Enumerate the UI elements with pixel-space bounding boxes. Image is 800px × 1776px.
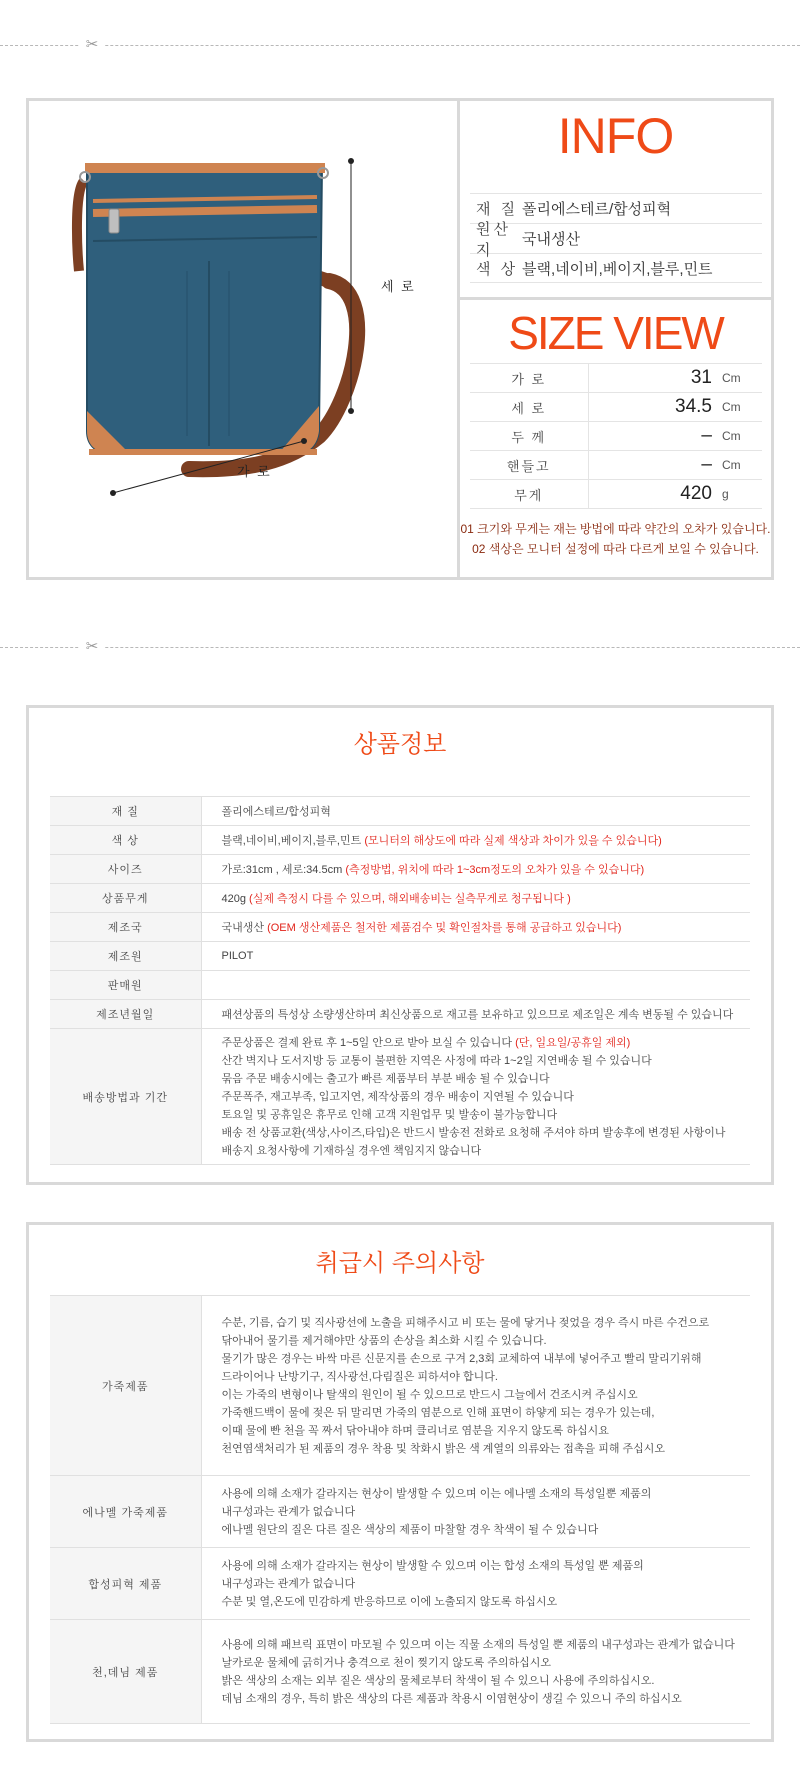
table-row-shipping [50, 1029, 750, 1165]
table-row [50, 1000, 750, 1029]
size-unit: g [716, 480, 762, 509]
info-size-panel [26, 98, 774, 580]
size-row [470, 422, 762, 451]
product-info-title: 상품정보 [353, 731, 447, 758]
size-unit: Cm [716, 393, 762, 422]
table-row [50, 1548, 750, 1620]
table-row [50, 1476, 750, 1548]
size-label: 핸들고 [470, 451, 588, 480]
info-label: 색 상 [476, 260, 519, 278]
row-value: 420g [221, 893, 246, 905]
info-label: 원산지 [476, 220, 511, 259]
separator-middle [0, 637, 800, 657]
row-label: 합성피혁 제품 [50, 1548, 201, 1620]
row-note: (모니터의 해상도에 따라 실제 색상과 차이가 있을 수 있습니다) [364, 835, 662, 847]
table-row [50, 942, 750, 971]
scissors-icon: ✂ [80, 637, 104, 657]
care-line: 가죽핸드백이 물에 젖은 뒤 말리면 가죽의 염분으로 인해 표면이 하얗게 되는 경우가 있는데, [221, 1406, 655, 1419]
size-note: 01 크기와 무게는 재는 방법에 따라 약간의 오차가 있습니다. [460, 522, 771, 536]
product-info-table [50, 796, 750, 1165]
info-value: 폴리에스테르/합성피혁 [522, 201, 672, 218]
info-value: 국내생산 [522, 231, 580, 248]
care-title: 취급시 주의사항 [315, 1250, 485, 1277]
table-row [50, 913, 750, 942]
care-line: 수분, 기름, 습기 및 직사광선에 노출을 피해주시고 비 또는 물에 닿거나 젖었을 경우 즉시 마른 수건으로 [221, 1316, 710, 1329]
table-row [50, 855, 750, 884]
table-row [50, 797, 750, 826]
size-table [470, 363, 762, 509]
row-label: 천,데님 제품 [50, 1620, 201, 1724]
table-row [50, 826, 750, 855]
size-label: 두 께 [470, 422, 588, 451]
size-note: 02 색상은 모니터 설정에 따라 다르게 보일 수 있습니다. [472, 542, 759, 556]
size-label: 가 로 [470, 364, 588, 393]
size-view-title: SIZE VIEW [508, 307, 723, 359]
product-info-section [26, 705, 774, 1185]
care-line: 에나멜 원단의 질은 다른 질은 색상의 제품이 마찰할 경우 착색이 될 수 있습니다 [221, 1523, 599, 1536]
row-label: 에나멜 가죽제품 [50, 1476, 201, 1548]
shipping-line: 주문상품은 결제 완료 후 1~5일 안으로 받아 보실 수 있습니다 [221, 1036, 513, 1049]
table-row [50, 971, 750, 1000]
size-notes [460, 519, 771, 559]
care-line: 천연염색처리가 된 제품의 경우 착용 및 착화시 밝은 색 계열의 의류와는 접촉을 피해 주십시오 [221, 1442, 666, 1455]
care-line: 내구성과는 관계가 없습니다 [221, 1577, 356, 1590]
shipping-line: 배송지 요청사항에 기재하실 경우엔 책임지지 않습니다 [221, 1144, 482, 1157]
row-note: (측정방법, 위치에 따라 1~3cm정도의 오차가 있을 수 있습니다) [345, 864, 645, 876]
info-label: 재 질 [476, 201, 519, 218]
row-label: 상품무게 [50, 884, 201, 913]
shipping-line: 토요일 및 공휴일은 휴무로 인해 고객 지원업무 및 발송이 불가능합니다 [221, 1108, 558, 1121]
row-value: PILOT [221, 950, 254, 962]
row-value: 폴리에스테르/합성피혁 [221, 806, 331, 818]
size-row [470, 480, 762, 509]
info-value: 블랙,네이비,베이지,블루,민트 [522, 260, 713, 278]
table-row [50, 884, 750, 913]
size-unit: Cm [716, 422, 762, 451]
care-table [50, 1295, 750, 1724]
care-line: 날카로운 물체에 긁히거나 충격으로 천이 찢기지 않도록 주의하십시오 [221, 1656, 552, 1669]
size-unit: Cm [716, 364, 762, 393]
divider-horizontal [460, 297, 771, 300]
row-value: 블랙,네이비,베이지,블루,민트 [221, 835, 362, 847]
row-value: 가로:31cm , 세로:34.5cm [221, 864, 343, 876]
info-list [470, 193, 762, 283]
care-line: 물기가 많은 경우는 바싹 마른 신문지를 손으로 구겨 2,3회 교체하여 내부에 넣어주고 빨리 말리기위해 [221, 1352, 702, 1365]
care-line: 이는 가죽의 변형이나 탈색의 원인이 될 수 있으므로 반드시 그늘에서 건조시켜 주십시오 [221, 1388, 638, 1401]
care-line: 사용에 의해 소재가 갈라지는 현상이 발생할 수 있으며 이는 에나멜 소재의 특성일뿐 제품의 [221, 1487, 652, 1500]
row-note: (OEM 생산제품은 철저한 제품검수 및 확인절차를 통해 공급하고 있습니다) [267, 922, 622, 934]
table-row [50, 1296, 750, 1476]
size-label: 세 로 [470, 393, 588, 422]
row-label: 색 상 [50, 826, 201, 855]
row-label: 재 질 [50, 797, 201, 826]
shipping-line: 산간 벽지나 도서지방 등 교통이 불편한 지역은 사정에 따라 1~2일 지연배송 될 수 있습니다 [221, 1054, 652, 1067]
size-value: 420 [588, 480, 716, 509]
size-row [470, 451, 762, 480]
row-label: 제조원 [50, 942, 201, 971]
info-row-origin [470, 220, 762, 259]
row-label: 판매원 [50, 971, 201, 1000]
bag-illustration [29, 101, 457, 577]
height-dimension-label: 세 로 [381, 279, 416, 294]
care-section [26, 1222, 774, 1742]
size-row [470, 364, 762, 393]
care-line: 드라이어나 난방기구, 직사광선,다림질은 피하셔야 합니다. [221, 1370, 498, 1383]
size-value: 34.5 [588, 393, 716, 422]
row-label: 배송방법과 기간 [50, 1029, 201, 1165]
scissors-icon: ✂ [80, 35, 104, 55]
care-line: 데님 소재의 경우, 특히 밝은 색상의 다른 제품과 착용시 이염현상이 생길 수 있으니 주의 하십시오 [221, 1692, 682, 1705]
care-line: 밝은 색상의 소재는 외부 짙은 색상의 물체로부터 착색이 될 수 있으니 사용에 주의하십시오. [221, 1674, 655, 1687]
shipping-note: (단, 일요일/공휴일 제외) [515, 1036, 631, 1049]
care-line: 수분 및 열,온도에 민감하게 반응하므로 이에 노출되지 않도록 하십시오 [221, 1595, 558, 1608]
shipping-line: 주문폭주, 재고부족, 입고지연, 제작상품의 경우 배송이 지연될 수 있습니다 [221, 1090, 574, 1103]
row-label: 사이즈 [50, 855, 201, 884]
size-row [470, 393, 762, 422]
shipping-line: 묶음 주문 배송시에는 출고가 빠른 제품부터 부분 배송 될 수 있습니다 [221, 1072, 550, 1085]
care-line: 사용에 의해 패브릭 표면이 마모될 수 있으며 이는 직물 소재의 특성일 뿐 제품의 내구성과는 관계가 없습니다 [221, 1638, 735, 1651]
separator-top [0, 35, 800, 55]
row-value: 패션상품의 특성상 소량생산하며 최신상품으로 재고를 보유하고 있으므로 제조일은 계속 변동될 수 있습니다 [221, 1009, 734, 1021]
row-label: 가죽제품 [50, 1296, 201, 1476]
care-line: 닦아내어 물기를 제거해야만 상품의 손상을 최소화 시킬 수 있습니다. [221, 1334, 547, 1347]
row-label: 제조국 [50, 913, 201, 942]
care-line: 이때 물에 빤 천을 꼭 짜서 닦아내야 하며 클리너로 염분을 지우지 않도록 하십시요 [221, 1424, 609, 1437]
product-photo [29, 101, 457, 577]
size-label: 무게 [470, 480, 588, 509]
shipping-line: 배송 전 상품교환(색상,사이즈,타입)은 반드시 발송전 전화로 요청해 주셔야 하며 발송후에 변경된 사항이나 [221, 1126, 726, 1139]
care-line: 내구성과는 관계가 없습니다 [221, 1505, 356, 1518]
row-label: 제조년월일 [50, 1000, 201, 1029]
table-row [50, 1620, 750, 1724]
width-dimension-label: 가 로 [237, 464, 272, 479]
row-note: (실제 측정시 다를 수 있으며, 해외배송비는 실측무게로 청구됩니다 ) [249, 893, 571, 905]
size-unit: Cm [716, 451, 762, 480]
size-value: 31 [588, 364, 716, 393]
row-value: 국내생산 [221, 922, 265, 934]
care-line: 사용에 의해 소재가 갈라지는 현상이 발생할 수 있으며 이는 합성 소재의 특성일 뿐 제품의 [221, 1559, 644, 1572]
info-title: INFO [557, 108, 674, 164]
info-row-color [470, 253, 762, 283]
size-value: – [588, 451, 716, 480]
size-value: – [588, 422, 716, 451]
